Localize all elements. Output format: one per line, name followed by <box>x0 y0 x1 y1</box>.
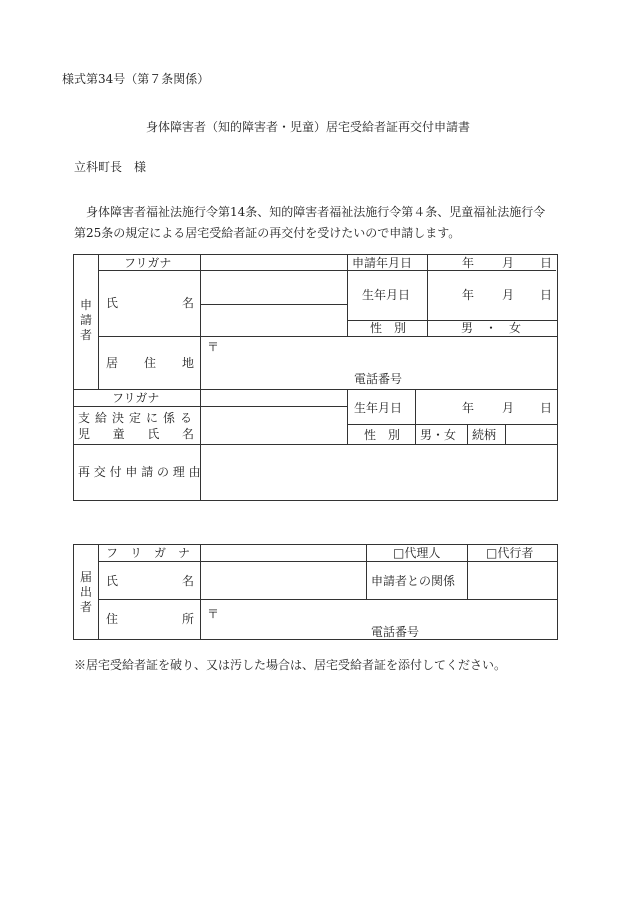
birth-date-day: 日 <box>540 288 553 302</box>
applicant-address-label: 居 住 地 <box>106 356 194 370</box>
addressee: 立科町長 様 <box>74 160 147 174</box>
applicant-name-label: 氏 名 <box>106 296 194 310</box>
application-date-label: 申請年月日 <box>352 256 413 270</box>
child-birth-date-month: 月 <box>502 401 515 415</box>
relation-to-applicant-label: 申請者との関係 <box>371 574 456 588</box>
body-text-line-1: 身体障害者福祉法施行令第14条、知的障害者福祉法施行令第４条、児童福祉法施行令 <box>86 205 546 219</box>
footnote: ※居宅受給者証を破り、又は汚した場合は、居宅受給者証を添付してください。 <box>74 658 507 672</box>
child-birth-date-year: 年 <box>462 401 475 415</box>
child-sex-label: 性 別 <box>364 428 401 442</box>
applicant-sex-label: 性 別 <box>370 321 407 335</box>
notifier-name-label: 氏 名 <box>106 574 194 588</box>
form-title: 身体障害者（知的障害者・児童）居宅受給者証再交付申請書 <box>146 120 471 134</box>
child-label-line-2: 児 童 氏 名 <box>78 427 194 441</box>
relationship-label: 続柄 <box>472 428 497 442</box>
applicant-furigana-label: フリガナ <box>124 256 172 270</box>
birth-date-month: 月 <box>502 288 515 302</box>
application-date-month: 月 <box>502 256 515 270</box>
applicant-sex-options: 男 ・ 女 <box>461 321 522 335</box>
agent-checkbox-label[interactable]: □代理人 <box>393 546 441 560</box>
notifier-furigana-label: フ リ ガ ナ <box>106 546 191 560</box>
applicant-phone-label: 電話番号 <box>354 372 403 386</box>
proxy-checkbox-label[interactable]: □代行者 <box>486 546 534 560</box>
child-birth-date-day: 日 <box>540 401 553 415</box>
notifier-phone-label: 電話番号 <box>371 625 420 639</box>
notifier-section-label: 届出者 <box>79 570 92 614</box>
reissue-reason-label: 再交付申請の理由 <box>78 465 205 479</box>
form-number: 様式第34号（第７条関係） <box>62 72 210 86</box>
child-birth-date-label: 生年月日 <box>354 401 403 415</box>
application-date-year: 年 <box>462 256 475 270</box>
applicant-section-label: 申請者 <box>79 298 92 342</box>
body-text-line-2: 第25条の規定による居宅受給者証の再交付を受けたいので申請します。 <box>74 226 461 240</box>
applicant-postal-mark: 〒 <box>207 340 220 354</box>
child-sex-options: 男・女 <box>420 428 457 442</box>
applicant-birth-date-label: 生年月日 <box>362 288 411 302</box>
child-label-line-1: 支給決定に係る <box>78 411 198 425</box>
application-date-day: 日 <box>540 256 553 270</box>
birth-date-year: 年 <box>462 288 475 302</box>
notifier-address-label: 住 所 <box>106 612 194 626</box>
child-furigana-label: フリガナ <box>112 391 160 405</box>
notifier-postal-mark: 〒 <box>207 607 220 621</box>
